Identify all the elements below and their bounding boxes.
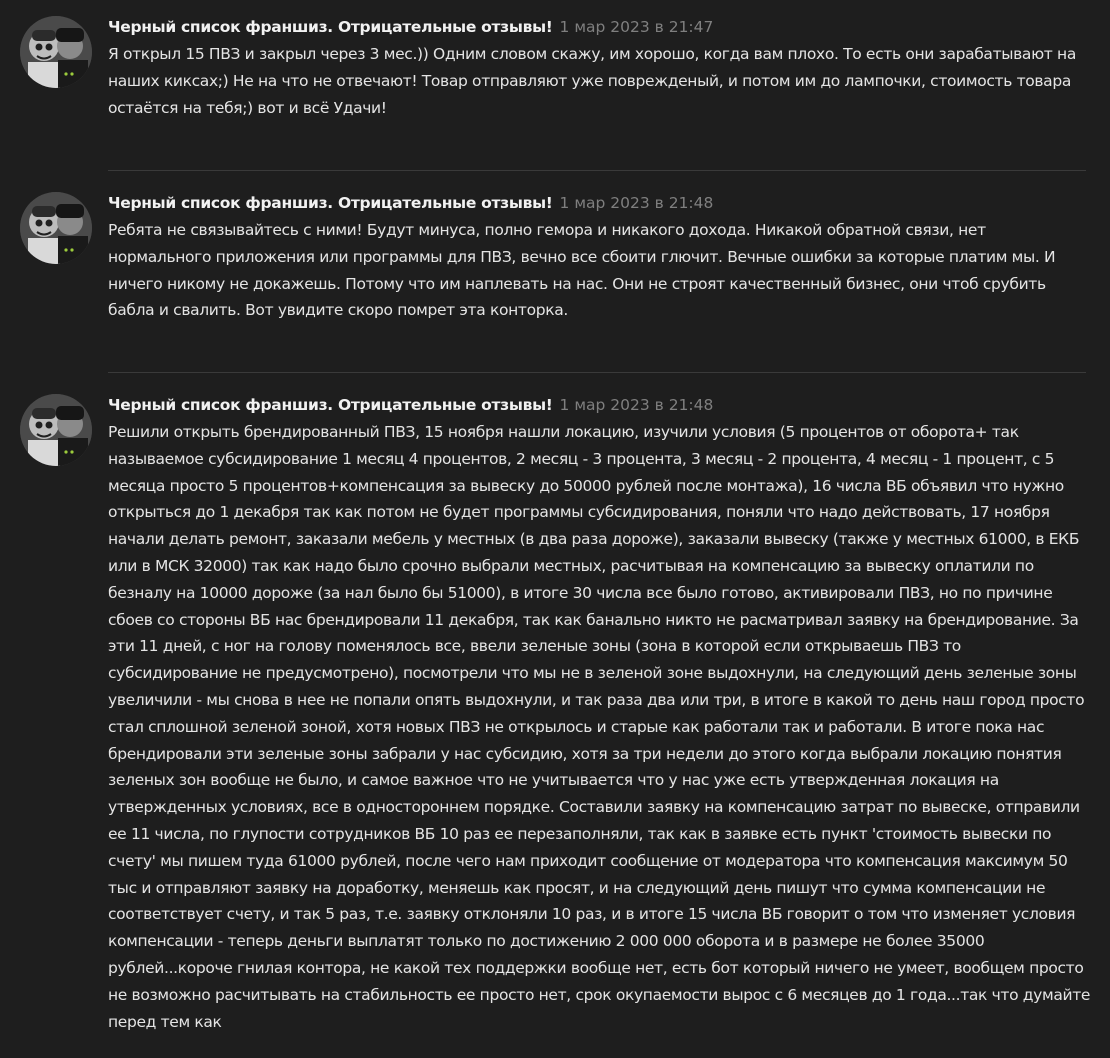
comment-body bbox=[108, 394, 1093, 1035]
comment-timestamp[interactable]: 1 мар 2023 в 21:48 bbox=[559, 194, 714, 212]
comment-header bbox=[108, 16, 1093, 38]
avatar[interactable] bbox=[20, 192, 92, 264]
comment-body bbox=[108, 192, 1093, 324]
comment-author[interactable]: Черный список франшиз. Отрицательные отзывы! bbox=[108, 18, 553, 36]
comment-timestamp[interactable]: 1 мар 2023 в 21:48 bbox=[559, 396, 714, 414]
comment-header bbox=[108, 192, 1093, 214]
avatar-image-icon bbox=[20, 394, 92, 466]
comment-text: Я открыл 15 ПВЗ и закрыл через 3 мес.)) Одним словом скажу, им хорошо, когда вам плохо. То есть они зарабатывают на наших киксах;) Не на что не отвечают! Товар отправляют уже поврежденый, и потом им до лампочки, стоимость товара остаётся на тебя;) вот и всё Удачи! bbox=[108, 45, 1076, 117]
avatar-image-icon bbox=[20, 192, 92, 264]
comment-divider bbox=[108, 170, 1086, 171]
comment-timestamp[interactable]: 1 мар 2023 в 21:47 bbox=[559, 18, 714, 36]
comment-text: Ребята не связывайтесь с ними! Будут минуса, полно гемора и никакого дохода. Никакой обратной связи, нет нормального приложения или программы для ПВЗ, вечно все сбоити глючит. Вечные ошибки за которые платим мы. И ничего никому не докажешь. Потому что им наплевать на нас. Они не строят качественный бизнес, они чтоб срубить бабла и свалить. Вот увидите скоро помрет эта конторка. bbox=[108, 221, 1056, 320]
avatar-image-icon bbox=[20, 16, 92, 88]
comment-divider bbox=[108, 372, 1086, 373]
comment-body bbox=[108, 16, 1093, 121]
comment-author[interactable]: Черный список франшиз. Отрицательные отзывы! bbox=[108, 396, 553, 414]
comment-author[interactable]: Черный список франшиз. Отрицательные отзывы! bbox=[108, 194, 553, 212]
avatar[interactable] bbox=[20, 394, 92, 466]
comment-header bbox=[108, 394, 1093, 416]
avatar[interactable] bbox=[20, 16, 92, 88]
comment-text: Решили открыть брендированный ПВЗ, 15 ноября нашли локацию, изучили условия (5 процентов от оборота+ так называемое субсидирование 1 месяц 4 процентов, 2 месяц - 3 процента, 3 месяц - 2 процента, 4 месяц - 1 процент, с 5 месяца просто 5 процентов+компенсация за вывеску до 50000 рублей после монтажа), 16 числа ВБ объявил что нужно открыться до 1 декабря так как потом не будет программы субсидирования, поняли что надо действовать, 17 ноября начали делать ремонт, заказали мебель у местных (в два раза дороже), заказали вывеску (также у местных 61000, в ЕКБ или в МСК 32000) так как надо было срочно выбрали местных, расчитывая на компенсацию за вывеску оплатили по безналу на 10000 дороже (за нал было бы 51000), в итоге 30 числа все было готово, активировали ПВЗ, но по причине сбоев со стороны ВБ нас брендировали 11 декабря, так как банально никто не расматривал заявку на брендирование. За эти 11 дней, с ног на голову поменялось все, ввели зеленые зоны (зона в которой если открываешь ПВЗ то субсидирование не предусмотрено), посмотрели что мы не в зеленой зоне выдохнули, на следующий день зеленые зоны увеличили - мы снова в нее не попали опять выдохнули, и так раза два или три, в итоге в какой то день наш город просто стал сплошной зеленой зоной, хотя новых ПВЗ не открылось и старые как работали так и работали. В итоге пока нас брендировали эти зеленые зоны забрали у нас субсидию, хотя за три недели до этого когда выбрали локацию понятия зеленых зон вообще не было, и самое важное что не учитывается что у нас уже есть утвержденная локация на утвержденных условиях, все в одностороннем порядке. Составили заявку на компенсацию затрат по вывеске, отправили ее 11 числа, по глупости сотрудников ВБ 10 раз ее перезаполняли, так как в заявке есть пункт 'стоимость вывески по счету' мы пишем туда 61000 рублей, после чего нам приходит сообщение от модератора что компенсация максимум 50 тыс и отправляют заявку на доработку, меняешь как просят, и на следующий день пишут что сумма компенсации не соответствует счету, и так 5 раз, т.е. заявку отклоняли 10 раз, и в итоге 15 числа ВБ говорит о том что изменяет условия компенсации - теперь деньги выплатят только по достижению 2 000 000 оборота и в размере не более 35000 рублей...короче гнилая контора, не какой тех поддержки вообще нет, есть бот который ничего не умеет, вообщем просто не возможно расчитывать на стабильность ее просто нет, срок окупаемости вырос с 6 месяцев до 1 года...так что думайте перед тем как bbox=[108, 423, 1091, 1031]
